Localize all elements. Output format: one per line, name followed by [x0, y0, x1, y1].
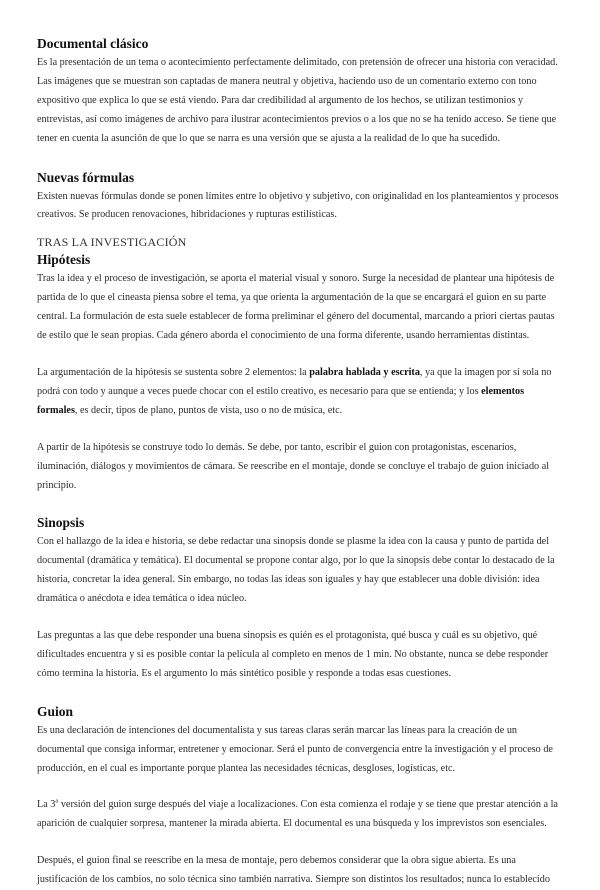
spacer: [37, 149, 563, 168]
heading-hipotesis: Hipótesis: [37, 252, 91, 268]
paragraph-guion-3: Después, el guion final se reescribe en la mesa de montaje, pero debemos considerar que la obra sigue abierta. Es una justificación de los cambios, no solo técnica sino también narrativa. Siempre son distintos los resultados; nunca lo establecido: [37, 855, 550, 886]
paragraph-guion-2: [37, 796, 563, 834]
spacer: [37, 684, 563, 702]
document-page: [37, 34, 563, 890]
text-run: versión del guion surge después del viaje a localizaciones. Con esta comienza el rodaje y se tiene que prestar atención a la aparición de cualquier sorpresa, mantener la mirada abierta. El documental es una búsqueda y los imprevistos son esenciales.: [37, 799, 558, 830]
paragraph-hipotesis-1: Tras la idea y el proceso de investigación, se aporta el material visual y sonoro. Surge la necesidad de plantear una hipótesis de partida de lo que el cineasta piensa sobre el tema, ya que orienta la argumentación de la que se encargará el guion en su parte central. La formulación de esta suele establecer de forma preliminar el género del documental, marcando a priori ciertas pautas de estilo que le sean propias. Cada género aborda el conocimiento de una forma diferente, usando herramientas distintas.: [37, 273, 555, 342]
text-run: La 3: [37, 799, 56, 811]
paragraph-hipotesis-3: A partir de la hipótesis se construye todo lo demás. Se debe, por tanto, escribir el guion con protagonistas, escenarios, iluminación, diálogos y movimientos de cámara. Se reescribe en el montaje, donde se concluye el trabajo de guion iniciado al principio.: [37, 441, 550, 491]
spacer: [37, 778, 563, 796]
spacer: [37, 834, 563, 852]
heading-guion: Guion: [37, 703, 74, 719]
text-run: La argumentación de la hipótesis se sustenta sobre 2 elementos: la: [37, 366, 310, 378]
paragraph-hipotesis-2: [37, 364, 563, 421]
ordinal-superscript: a: [55, 798, 59, 806]
paragraph-nuevas-formulas: Existen nuevas fórmulas donde se ponen límites entre lo objetivo y subjetivo, con originalidad en los planteamientos y procesos creativos. Se producen renovaciones, hibridaciones y rupturas estilísticas.: [37, 190, 559, 221]
spacer: [37, 346, 563, 364]
spacer: [37, 225, 563, 234]
text-run: , es decir, tipos de plano, puntos de vista, uso o no de música, etc.: [74, 404, 343, 416]
bold-term-palabra: palabra hablada y escrita: [309, 366, 420, 378]
heading-sinopsis: Sinopsis: [37, 515, 85, 531]
paragraph-sinopsis-2: Las preguntas a las que debe responder una buena sinopsis es quién es el protagonista, qué busca y cuál es su objetivo, qué dificultades encuentra y si es posible contar la película al completo en menos de 1 min. No obstante, nunca se debe responder cómo termina la historia. Es el argumento lo más sintético posible y responde a todas esas cuestiones.: [37, 630, 549, 679]
spacer: [37, 609, 563, 627]
heading-documental-clasico: Documental clásico: [37, 36, 149, 51]
spacer: [37, 421, 563, 439]
text-run: , ya que la imagen por sí sola no podrá con todo y aunque a veces puede chocar con el estilo creativo, es necesario para que se entienda; y los: [37, 366, 552, 397]
paragraph-documental-clasico: Es la presentación de un tema o acontecimiento perfectamente delimitado, con pretensión de ofrecer una historia con veracidad. Las imágenes que se muestran son captadas de manera neutral y objetiva, haciendo uso de un comentario externo con tono expositivo que explica lo que se está viendo. Para dar credibilidad al argumento de los hechos, se utilizan testimonios y entrevistas, así como imágenes de archivo para ilustrar acontecimientos previos o a los que no se ha tenido acceso. Se tiene que tener en cuenta la asunción de que lo que se narra es una versión que se ajusta a la realidad de lo que ha sucedido.: [37, 57, 558, 144]
spacer: [37, 495, 563, 513]
bold-term-elementos: elementos formales: [37, 385, 525, 416]
paragraph-sinopsis-1: Con el hallazgo de la idea e historia, se debe redactar una sinopsis donde se plasme la idea con la causa y punto de partida del documental (dramática y temática). El documental se propone contar algo, por lo que la sinopsis debe contar lo destacado de la historia, concretar la idea general. Sin embargo, no todas las ideas son iguales y hay que establecer una doble división: idea dramática o anécdota e idea temática o idea núcleo.: [37, 536, 555, 605]
heading-nuevas-formulas: Nuevas fórmulas: [37, 169, 135, 185]
section-label-tras-investigacion: TRAS LA INVESTIGACIÓN: [37, 235, 187, 250]
paragraph-guion-1: Es una declaración de intenciones del documentalista y sus tareas claras serán marcar las líneas para la creación de un documental que consiga informar, entretener y emocionar. Será el punto de convergencia entre la investigación y el proceso de producción, en el cual es importante porque plantea las necesidades técnicas, desgloses, logísticas, etc.: [37, 724, 553, 774]
